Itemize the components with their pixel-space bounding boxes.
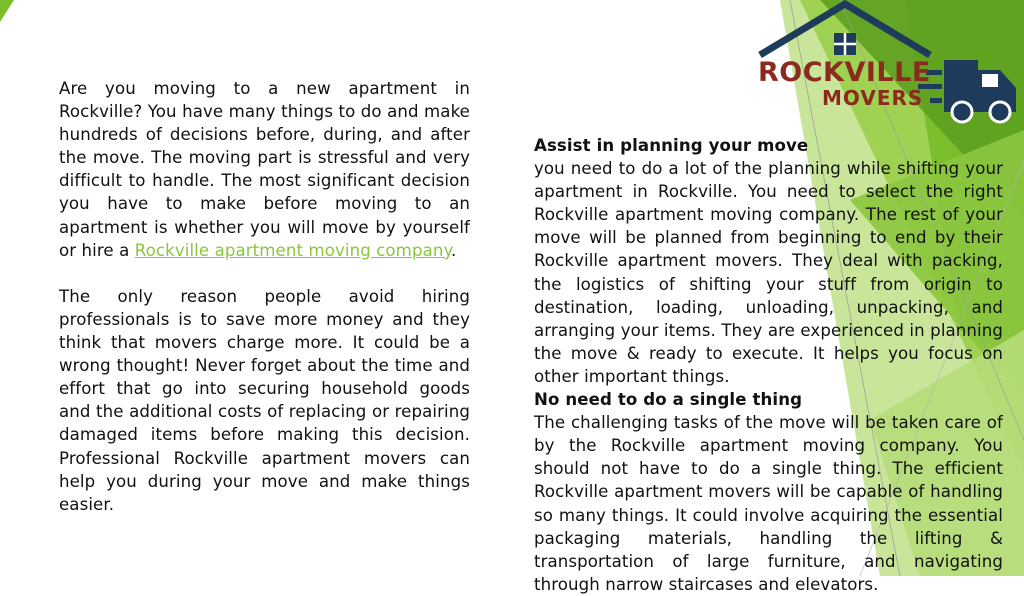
intro-period: . (451, 240, 457, 260)
no-need-body: The challenging tasks of the move will be taken care of by the Rockville apartment moving company. You should not have to do a single thing. The efficient Rockville apartment movers will be capable of handling so many things. It could involve acquiring the essential packaging materials, handling the lifting & transportation of large furniture, and navigating through narrow staircases and elevators. (534, 413, 1003, 594)
right-text-column (534, 134, 1003, 596)
rockville-apartment-moving-company-link[interactable]: Rockville apartment moving company (134, 240, 452, 260)
assist-planning-body: you need to do a lot of the planning while shifting your apartment in Rockville. You need to select the right Rockville apartment moving company. The rest of your move will be planned from beginning to end by their Rockville apartment movers. They deal with packing, the logistics of shifting your stuff from origin to destination, loading, unloading, unpacking, and arranging your items. They are experienced in planning the move & ready to execute. It helps you focus on other important things. (534, 159, 1003, 386)
logo-text-rockville: ROCKVILLE (758, 57, 931, 88)
heading-assist-planning: Assist in planning your move (534, 136, 809, 155)
intro-paragraph (59, 77, 470, 262)
truck-icon (918, 60, 1016, 122)
hiring-paragraph: The only reason people avoid hiring professionals is to save more money and they think that movers charge more. It could be a wrong thought! Never forget about the time and effort that go into securing household goods and the additional costs of replacing or repairing damaged items before making this decision. Professional Rockville apartment movers can help you during your move and make things easier. (59, 286, 470, 514)
intro-text: Are you moving to a new apartment in Rockville? You have many things to do and make hundreds of decisions before, during, and after the move. The moving part is stressful and very difficult to handle. The most significant decision you have to make before moving to an apartment is whether you will move by yourself or hire a (59, 79, 470, 260)
logo-text-movers: MOVERS (822, 86, 924, 110)
left-text-column (59, 77, 470, 516)
corner-triangle (0, 0, 14, 22)
heading-no-need: No need to do a single thing (534, 390, 803, 410)
